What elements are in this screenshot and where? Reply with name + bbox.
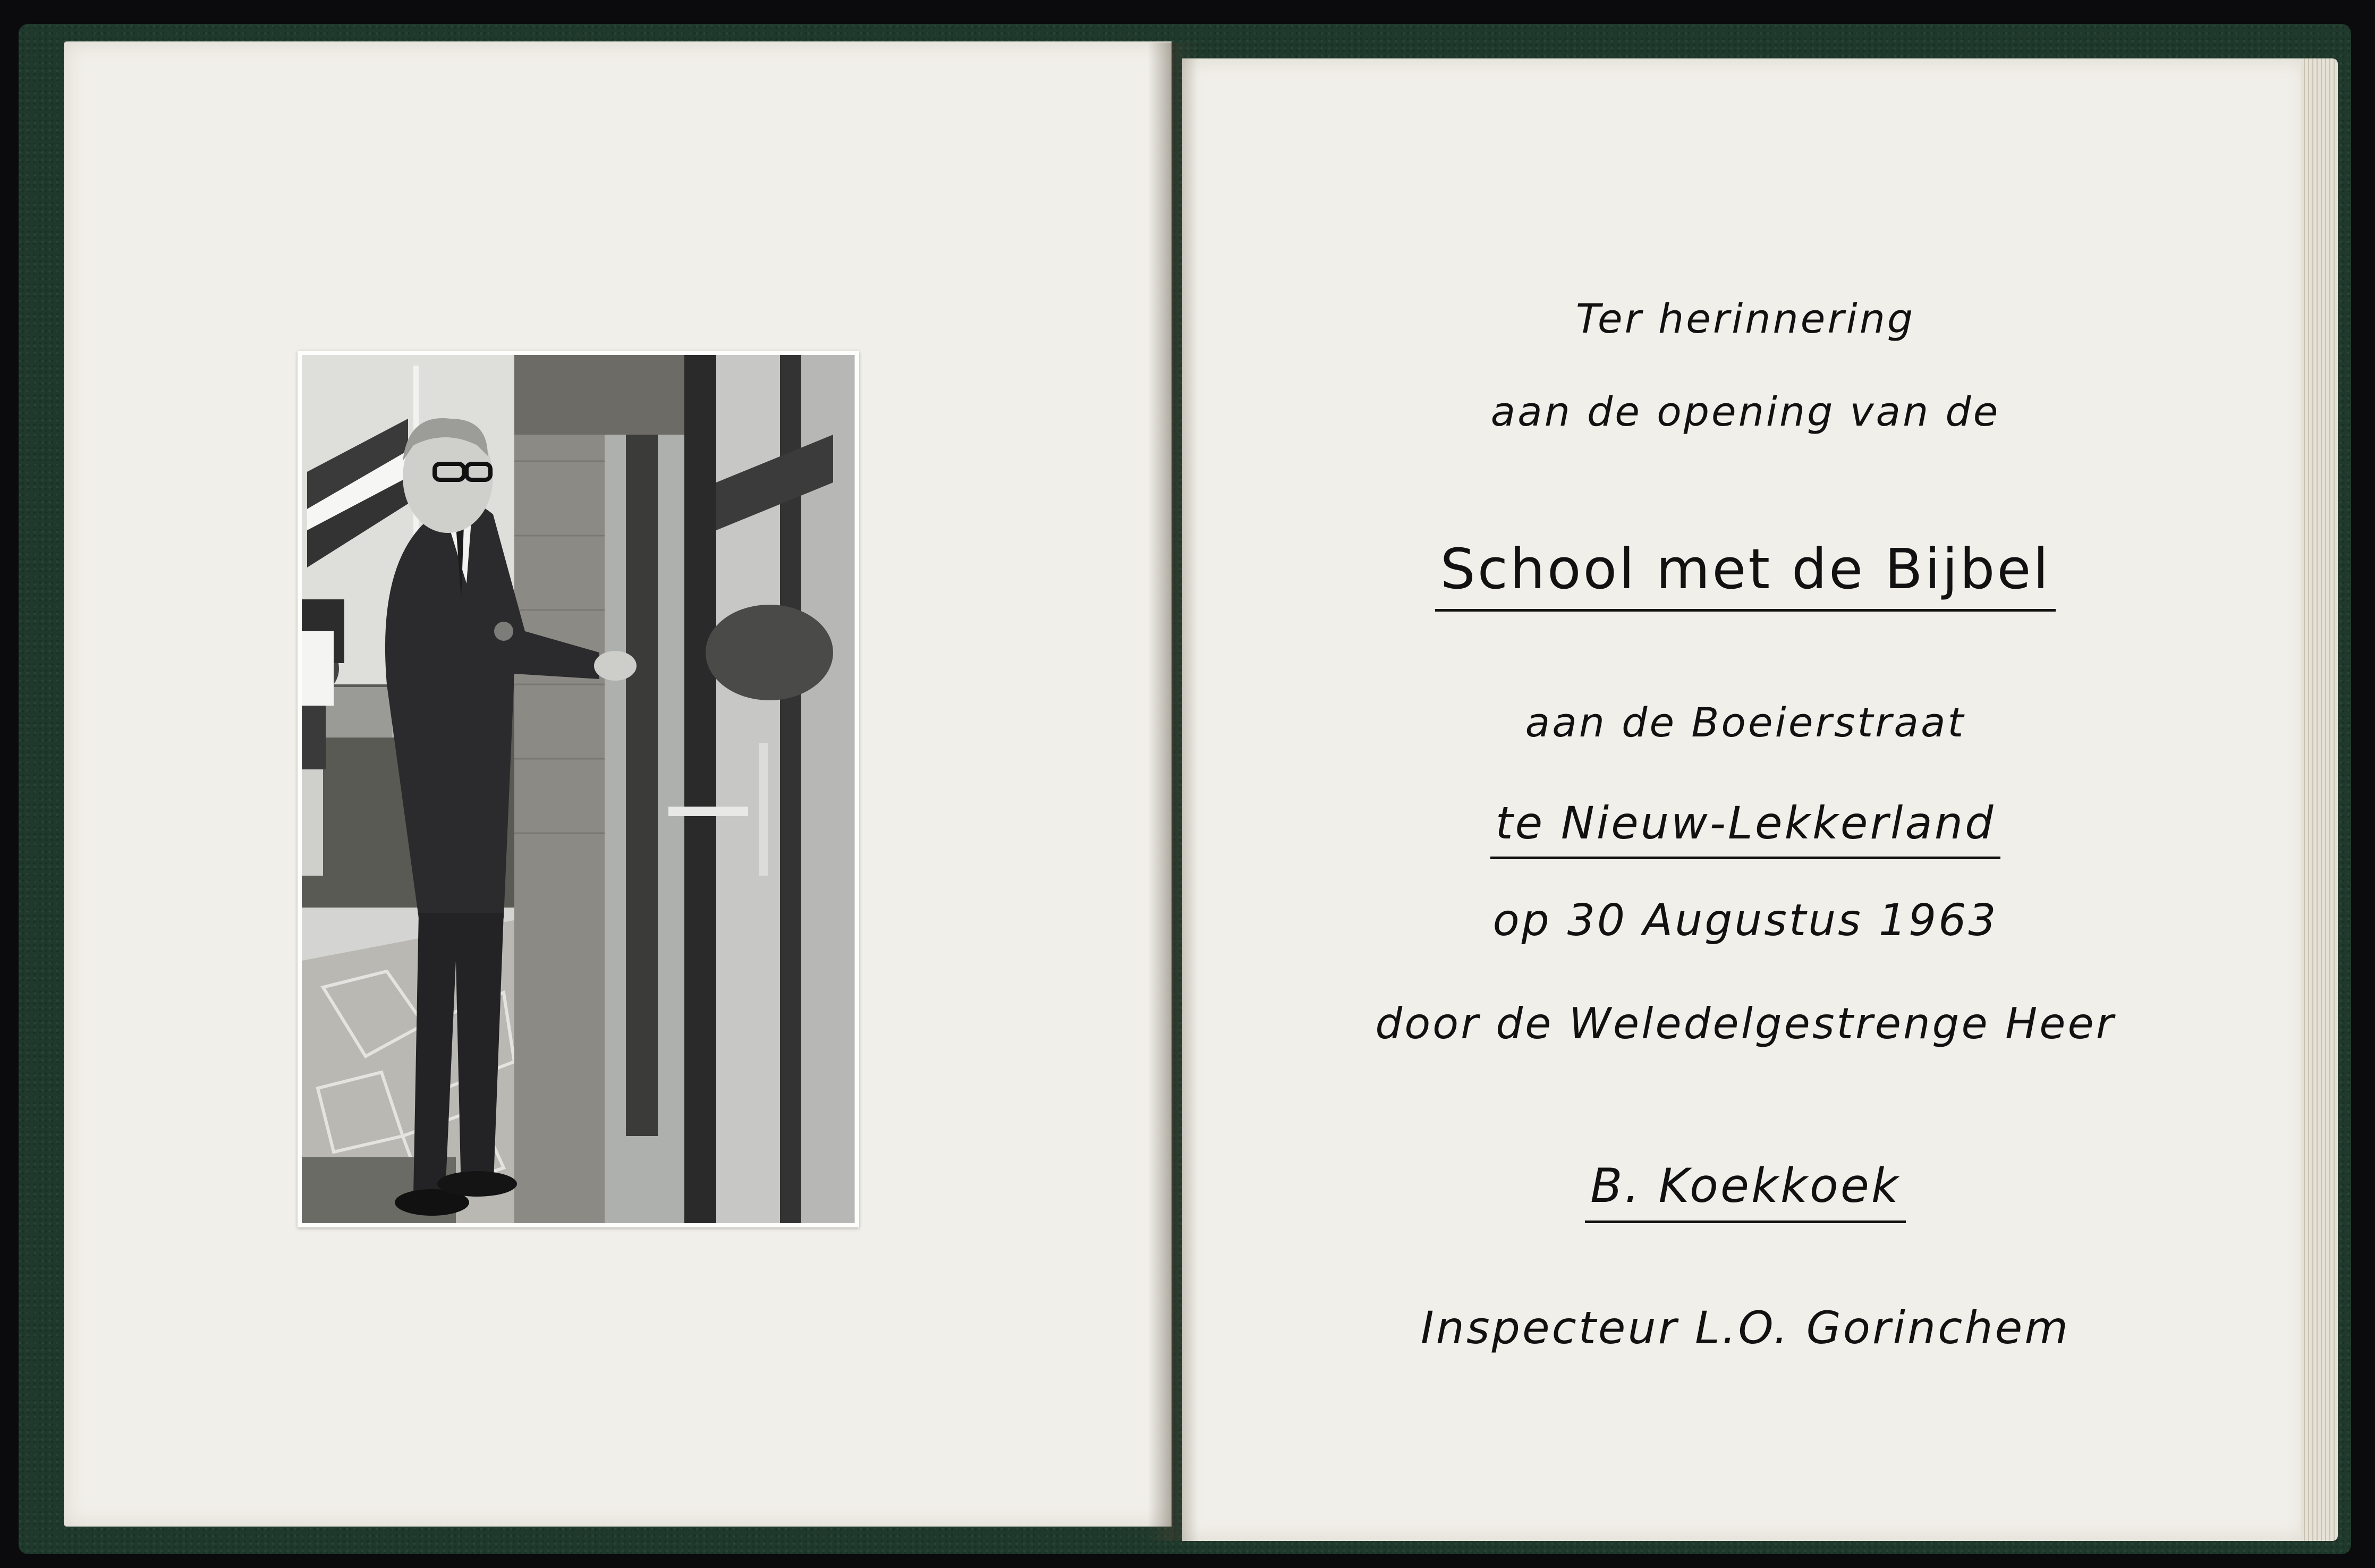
date-line: op 30 Augustus 1963 (1492, 895, 1998, 946)
school-name-text: School met de Bijbel (1435, 537, 2056, 612)
title-line: Inspecteur L.O. Gorinchem (1420, 1302, 2071, 1354)
inscription-line-2: aan de opening van de (1490, 388, 2000, 435)
inscription (1182, 58, 2309, 1541)
inscription-line-4: aan de Boeierstraat (1525, 699, 1966, 746)
photo-mount (298, 351, 859, 1227)
town-line (1182, 797, 2309, 859)
door-opening-photo-icon (302, 355, 855, 1223)
inscription-line-7: door de Weledelgestrenge Heer (1375, 999, 2116, 1048)
person-name-text: B. Koekkoek (1585, 1158, 1906, 1223)
person-name-line (1182, 1158, 2309, 1223)
inscription-line-1: Ter herinnering (1575, 295, 1915, 342)
gutter-line (1172, 53, 1174, 1536)
town-text: te Nieuw-Lekkerland (1490, 797, 2001, 859)
school-name-heading (1182, 537, 2309, 612)
